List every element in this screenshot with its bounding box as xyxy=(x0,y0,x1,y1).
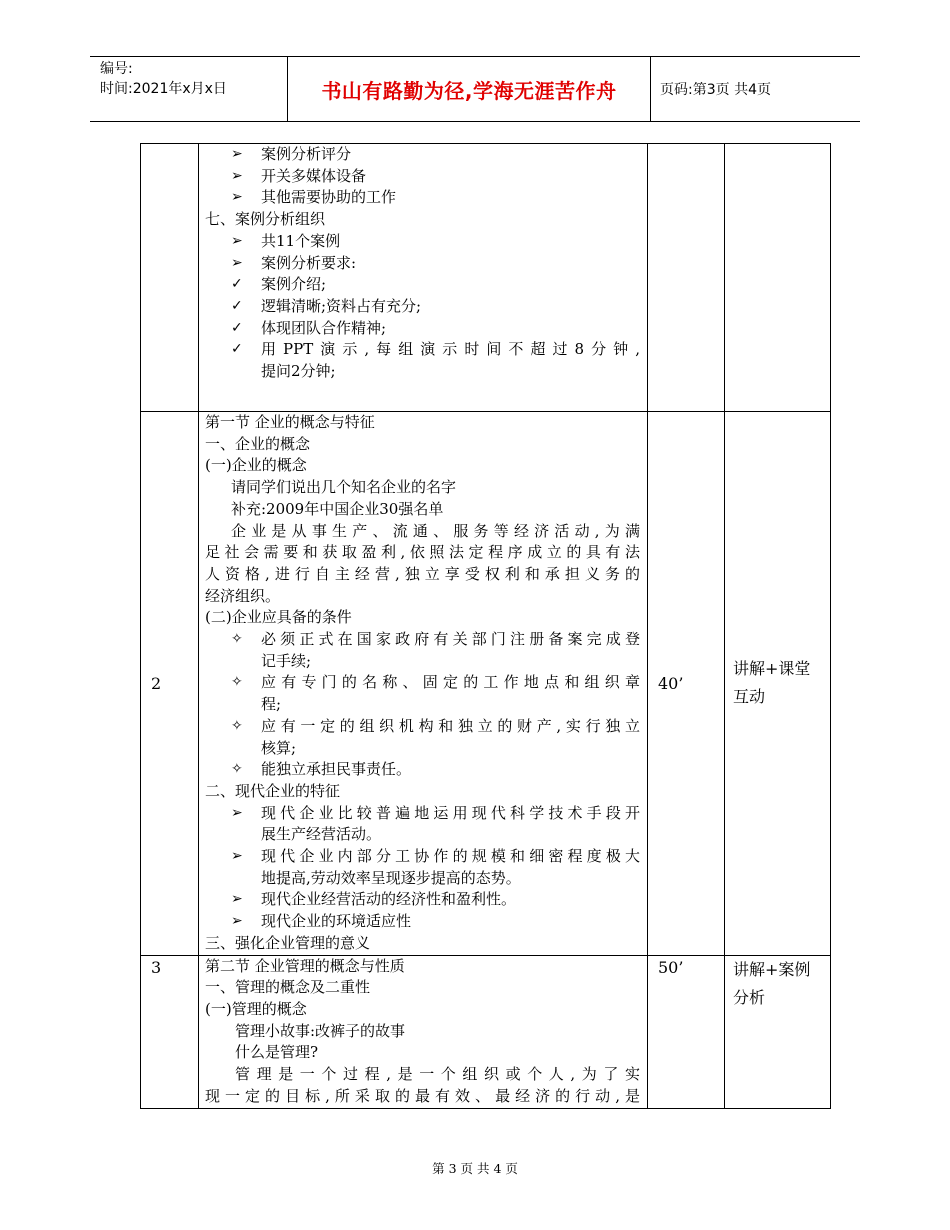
row-content-cell xyxy=(199,412,648,956)
content-line xyxy=(205,977,640,999)
four-point-star-icon: ✧ xyxy=(231,674,243,691)
row-time-cell xyxy=(648,412,725,956)
line-text: 现代企业比较普遍地运用现代科学技术手段开 xyxy=(261,803,640,822)
content-line xyxy=(205,1042,640,1064)
line-text: 展生产经营活动。 xyxy=(261,825,382,844)
arrow-bullet-icon: ➢ xyxy=(231,913,243,930)
bullet-item xyxy=(205,889,640,911)
page-header xyxy=(90,57,860,121)
row-content-cell xyxy=(199,955,648,1108)
arrow-bullet-icon: ➢ xyxy=(231,146,243,162)
row-number-cell xyxy=(141,144,199,412)
bullet-item xyxy=(205,274,640,296)
content-line xyxy=(205,1086,640,1108)
line-text: 现代企业内部分工协作的规模和细密程度极大 xyxy=(261,847,640,866)
arrow-bullet-icon: ➢ xyxy=(231,232,243,249)
content-line xyxy=(205,999,640,1021)
content-line xyxy=(205,694,640,716)
checkmark-icon: ✓ xyxy=(231,276,243,293)
bullet-item xyxy=(205,318,640,340)
bullet-item xyxy=(205,911,640,933)
line-text: 七、案例分析组织 xyxy=(205,210,326,229)
row-method-cell xyxy=(725,144,831,412)
bullet-item xyxy=(205,231,640,253)
row-method-cell xyxy=(725,955,831,1108)
bullet-item xyxy=(205,629,640,651)
line-text: 其他需要协助的工作 xyxy=(261,188,397,207)
content-line xyxy=(205,412,640,434)
line-text: 补充:2009年中国企业30强名单 xyxy=(231,499,444,518)
line-text: (一)管理的概念 xyxy=(205,999,307,1018)
line-text: 体现团队合作精神; xyxy=(261,318,387,337)
bullet-item xyxy=(205,759,640,781)
bullet-item xyxy=(205,253,640,275)
line-text: 核算; xyxy=(261,738,297,757)
page-footer: 第 3 页 共 4 页 xyxy=(432,1161,518,1176)
four-point-star-icon: ✧ xyxy=(231,761,243,778)
content-line xyxy=(205,564,640,586)
bullet-item xyxy=(205,144,640,166)
arrow-bullet-icon: ➢ xyxy=(231,189,243,206)
line-text: 企业是从事生产、流通、服务等经济活动,为满 xyxy=(231,521,640,540)
line-text: 管理是一个过程,是一个组织或个人,为了实 xyxy=(235,1065,640,1084)
line-text: 案例分析评分 xyxy=(261,145,352,163)
content-line xyxy=(205,477,640,499)
content-line xyxy=(205,361,640,383)
content-line xyxy=(205,956,640,978)
line-text: 必须正式在国家政府有关部门注册备案完成登 xyxy=(261,630,640,649)
line-text: 足社会需要和获取盈利,依照法定程序成立的具有法 xyxy=(205,543,640,562)
line-text: 什么是管理? xyxy=(235,1043,319,1062)
arrow-bullet-icon: ➢ xyxy=(231,254,243,271)
row-time: 50’ xyxy=(658,957,684,977)
line-text: 第一节 企业的概念与特征 xyxy=(205,413,375,431)
content-line xyxy=(205,607,640,629)
checkmark-icon: ✓ xyxy=(231,319,243,336)
doc-time-label: 时间:2021年x月x日 xyxy=(100,81,227,97)
arrow-bullet-icon: ➢ xyxy=(231,167,243,184)
line-text: 二、现代企业的特征 xyxy=(205,781,341,800)
content-line xyxy=(205,781,640,803)
line-text: 一、管理的概念及二重性 xyxy=(205,978,371,997)
line-text: (一)企业的概念 xyxy=(205,456,307,475)
content-line xyxy=(205,586,640,608)
line-text: 案例分析要求: xyxy=(261,253,357,272)
line-text: 经济组织。 xyxy=(205,586,281,605)
content-line xyxy=(205,209,640,231)
header-page-info: 页码:第3页 共4页 xyxy=(660,82,771,98)
bullet-item xyxy=(205,672,640,694)
row-method-cell xyxy=(725,412,831,956)
bullet-item xyxy=(205,716,640,738)
row-number: 2 xyxy=(151,673,162,693)
content-line xyxy=(205,933,640,955)
checkmark-icon: ✓ xyxy=(231,341,243,358)
bullet-item xyxy=(205,166,640,188)
bullet-item xyxy=(205,296,640,318)
line-text: 程; xyxy=(261,695,282,714)
bullet-item xyxy=(205,187,640,209)
table-row xyxy=(141,144,831,412)
row-content xyxy=(199,144,647,383)
line-text: (二)企业应具备的条件 xyxy=(205,608,352,627)
row-time: 40’ xyxy=(658,673,684,693)
content-line xyxy=(205,499,640,521)
row-content-cell xyxy=(199,144,648,412)
line-text: 用PPT演示,每组演示时间不超过8分钟, xyxy=(261,340,640,359)
line-text: 能独立承担民事责任。 xyxy=(261,760,412,779)
four-point-star-icon: ✧ xyxy=(231,631,243,648)
line-text: 提问2分钟; xyxy=(261,362,336,381)
table-row xyxy=(141,412,831,956)
header-divider-right xyxy=(650,57,651,121)
header-bottom-rule xyxy=(90,121,860,122)
row-method: 讲解+案例分析 xyxy=(733,959,811,1007)
content-line xyxy=(205,521,640,543)
header-meta xyxy=(100,59,227,99)
line-text: 应有专门的名称、固定的工作地点和组织章 xyxy=(261,673,640,692)
line-text: 地提高,劳动效率呈现逐步提高的态势。 xyxy=(261,868,521,887)
content-line xyxy=(205,824,640,846)
line-text: 现一定的目标,所采取的最有效、最经济的行动,是 xyxy=(205,1086,640,1105)
content-line xyxy=(205,455,640,477)
line-text: 开关多媒体设备 xyxy=(261,166,367,185)
content-line xyxy=(205,1064,640,1086)
lesson-plan-table xyxy=(140,143,831,1109)
arrow-bullet-icon: ➢ xyxy=(231,804,243,821)
content-line xyxy=(205,542,640,564)
doc-number-label: 编号: xyxy=(100,61,133,77)
bullet-item xyxy=(205,339,640,361)
line-text: 人资格,进行自主经营,独立享受权利和承担义务的 xyxy=(205,564,640,583)
line-text: 一、企业的概念 xyxy=(205,434,311,453)
line-text: 现代企业的环境适应性 xyxy=(261,912,412,931)
row-number-cell xyxy=(141,955,199,1108)
line-text: 请同学们说出几个知名企业的名字 xyxy=(231,478,457,497)
line-text: 第二节 企业管理的概念与性质 xyxy=(205,956,405,975)
line-text: 应有一定的组织机构和独立的财产,实行独立 xyxy=(261,716,640,735)
line-text: 现代企业经营活动的经济性和盈利性。 xyxy=(261,890,517,909)
line-text: 逻辑清晰;资料占有充分; xyxy=(261,296,422,315)
line-text: 共11个案例 xyxy=(261,231,341,250)
row-content xyxy=(199,956,647,1108)
row-content xyxy=(199,412,647,955)
line-text: 管理小故事:改裤子的故事 xyxy=(235,1021,406,1040)
row-time-cell xyxy=(648,144,725,412)
bullet-item xyxy=(205,846,640,868)
arrow-bullet-icon: ➢ xyxy=(231,848,243,865)
row-time-cell xyxy=(648,955,725,1108)
content-line xyxy=(205,868,640,890)
content-line xyxy=(205,651,640,673)
checkmark-icon: ✓ xyxy=(231,297,243,314)
row-number-cell xyxy=(141,412,199,956)
row-number: 3 xyxy=(151,957,162,977)
bullet-item xyxy=(205,803,640,825)
table-row xyxy=(141,955,831,1108)
arrow-bullet-icon: ➢ xyxy=(231,891,243,908)
line-text: 案例介绍; xyxy=(261,275,327,294)
line-text: 三、强化企业管理的意义 xyxy=(205,933,371,952)
content-line xyxy=(205,1021,640,1043)
row-method: 讲解+课堂互动 xyxy=(733,659,811,707)
four-point-star-icon: ✧ xyxy=(231,717,243,734)
line-text: 记手续; xyxy=(261,651,312,670)
content-line xyxy=(205,738,640,760)
content-line xyxy=(205,434,640,456)
header-motto: 书山有路勤为径,学海无涯苦作舟 xyxy=(321,79,617,103)
